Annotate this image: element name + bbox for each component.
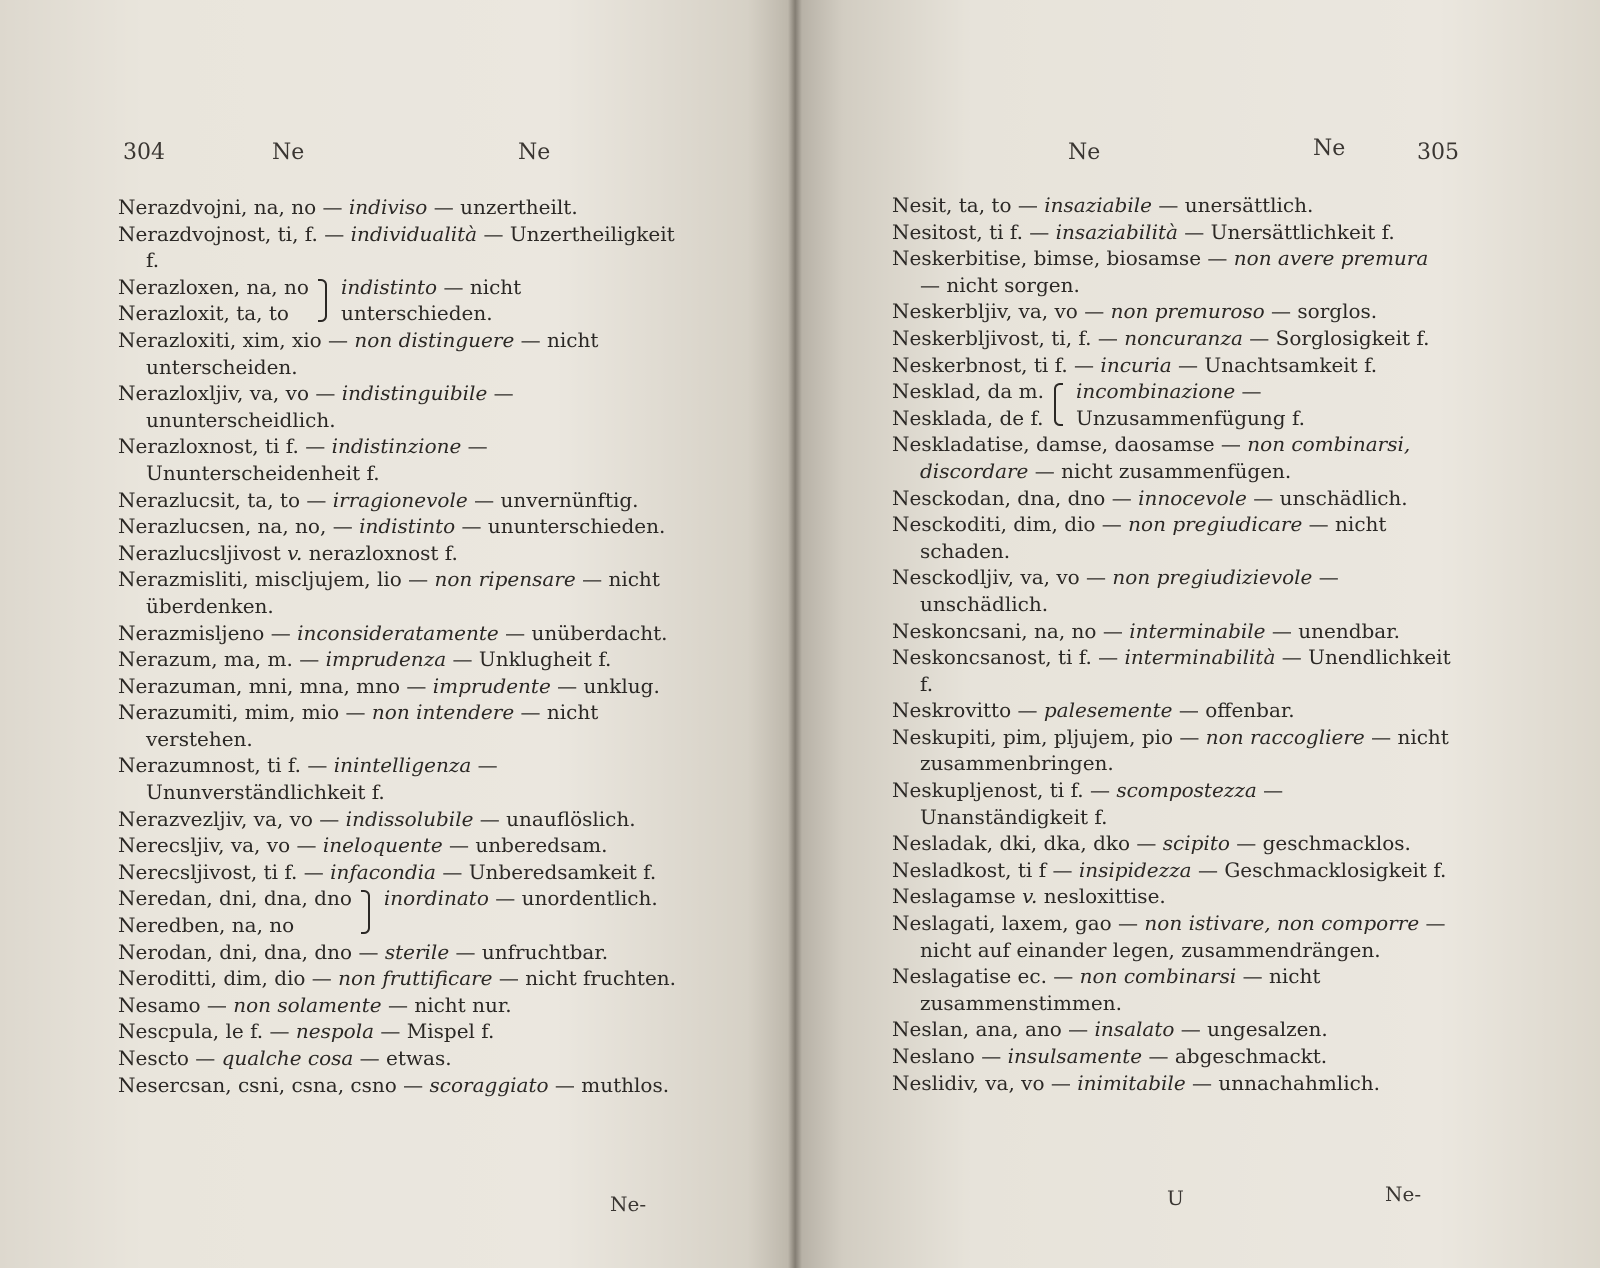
right-page: [795, 0, 1600, 1268]
dictionary-entry: Nerazum, ma, m. — imprudenza — Unklugheit f.: [118, 647, 612, 672]
dictionary-entry: Nescpula, le f. — nespola — Mispel f.: [118, 1019, 495, 1044]
running-head: Ne: [1313, 136, 1346, 161]
dictionary-entry: Neskladatise, damse, daosamse — non combinarsi, discordare — nicht zusammenfügen.: [892, 432, 1411, 483]
page-number: 304: [123, 140, 165, 165]
dictionary-entry: Nerazuman, mni, mna, mno — imprudente — unklug.: [118, 673, 660, 698]
dictionary-entry: Nesitost, ti f. — insaziabilità — Unersättlichkeit f.: [892, 219, 1395, 244]
dictionary-entry: Nerazloxljiv, va, vo — indistinguibile — ununterscheidlich.: [118, 381, 514, 432]
dictionary-entry: Neslidiv, va, vo — inimitabile — unnachahmlich.: [892, 1070, 1381, 1095]
dictionary-entry: Nerazvezljiv, va, vo — indissolubile — unauflöslich.: [118, 806, 636, 831]
dictionary-entry: Nerodan, dni, dna, dno — sterile — unfruchtbar.: [118, 939, 609, 964]
bracketed-entry-group: Nerazloxen, na, no Nerazloxit, ta, to indistinto — nicht unterschieden.: [118, 274, 522, 326]
catchword: Ne-: [610, 1192, 647, 1216]
dictionary-entry: Neskoncsanost, ti f. — interminabilità — Unendlichkeit f.: [892, 645, 1451, 696]
book-gutter: [788, 0, 802, 1268]
dictionary-column: [892, 192, 1452, 1096]
dictionary-entry: Neskerbnost, ti f. — incuria — Unachtsamkeit f.: [892, 352, 1378, 377]
dictionary-entry: Neskerbljivost, ti, f. — noncuranza — Sorglosigkeit f.: [892, 325, 1430, 350]
dictionary-entry: Nesladkost, ti f — insipidezza — Geschmacklosigkeit f.: [892, 857, 1447, 882]
running-head: Ne: [518, 140, 551, 165]
dictionary-entry: Nerecsljivost, ti f. — infacondia — Unberedsamkeit f.: [118, 859, 657, 884]
dictionary-entry: Neskupiti, pim, pljujem, pio — non raccogliere — nicht zusammenbringen.: [892, 724, 1449, 776]
dictionary-entry: Nerecsljiv, va, vo — ineloquente — unberedsam.: [118, 833, 608, 858]
running-head: Ne: [272, 140, 305, 165]
dictionary-entry: Neroditti, dim, dio — non fruttificare — nicht fruchten.: [118, 966, 677, 991]
page-number: 305: [1417, 140, 1459, 165]
dictionary-entry: Nerazumiti, mim, mio — non intendere — nicht verstehen.: [118, 700, 599, 751]
left-page: [0, 0, 795, 1268]
dictionary-entry: Neslano — insulsamente — abgeschmackt.: [892, 1044, 1328, 1068]
dictionary-entry: Neskoncsani, na, no — interminabile — unendbar.: [892, 618, 1400, 643]
dictionary-entry: Neskerbljiv, va, vo — non premuroso — sorglos.: [892, 299, 1378, 324]
dictionary-entry: Nesercsan, csni, csna, csno — scoraggiato — muthlos.: [118, 1072, 670, 1097]
dictionary-entry: Nerazlucsen, na, no, — indistinto — ununterschieden.: [118, 514, 666, 539]
dictionary-entry: Nescto — qualche cosa — etwas.: [118, 1046, 452, 1070]
dictionary-entry: Nesckodan, dna, dno — innocevole — unschädlich.: [892, 485, 1408, 510]
dictionary-entry: Nerazlucsit, ta, to — irragionevole — unvernünftig.: [118, 487, 639, 512]
dictionary-entry: Nesckodljiv, va, vo — non pregiudizievole — unschädlich.: [892, 565, 1339, 616]
signature-mark: U: [1167, 1186, 1184, 1210]
dictionary-entry: Nerazmisljeno — inconsideratamente — unüberdacht.: [118, 620, 668, 645]
dictionary-entry: Nerazlucsljivost v. nerazloxnost f.: [118, 540, 458, 565]
bracketed-entry-group: Neredan, dni, dna, dno Neredben, na, no inordinato — unordentlich.: [118, 886, 658, 938]
dictionary-entry: Neskerbitise, bimse, biosamse — non avere premura — nicht sorgen.: [892, 246, 1429, 297]
dictionary-entry: Nerazdvojni, na, no — indiviso — unzertheilt.: [118, 195, 578, 219]
dictionary-entry: Nerazdvojnost, ti, f. — individualità — Unzertheiligkeit f.: [118, 221, 675, 273]
dictionary-entry: Neslagati, laxem, gao — non istivare, non comporre — nicht auf einander legen, zusammendrängen.: [892, 911, 1446, 962]
dictionary-entry: Nesit, ta, to — insaziabile — unersättlich.: [892, 193, 1314, 217]
bracketed-entry-group: Nesklad, da m. Neskladа, de f. incombinazione — Unzusammenfügung f.: [892, 379, 1306, 430]
running-head: Ne: [1068, 140, 1101, 165]
dictionary-entry: Nerazloxnost, ti f. — indistinzione — Ununterscheidenheit f.: [118, 434, 488, 485]
dictionary-entry: Nerazumnost, ti f. — inintelligenza — Ununverständlichkeit f.: [118, 753, 498, 805]
dictionary-entry: Nesamo — non solamente — nicht nur.: [118, 992, 512, 1017]
dictionary-entry: Neslan, ana, ano — insalato — ungesalzen.: [892, 1017, 1328, 1042]
catchword: Ne-: [1385, 1182, 1422, 1206]
dictionary-entry: Neslagatise ec. — non combinarsi — nicht zusammenstimmen.: [892, 964, 1321, 1015]
dictionary-entry: Neslagamse v. nesloxittise.: [892, 884, 1166, 909]
dictionary-entry: Neskupljenost, ti f. — scompostezza — Unanständigkeit f.: [892, 778, 1284, 829]
dictionary-entry: Nesladak, dki, dka, dko — scipito — geschmacklos.: [892, 831, 1411, 856]
dictionary-column: [118, 194, 678, 1098]
dictionary-entry: Nesckoditi, dim, dio — non pregiudicare — nicht schaden.: [892, 512, 1387, 563]
dictionary-entry: Nerazloxiti, xim, xio — non distinguere — nicht unterscheiden.: [118, 327, 599, 379]
dictionary-entry: Neskrovitto — palesemente — offenbar.: [892, 698, 1295, 723]
dictionary-entry: Nerazmisliti, miscljujem, lio — non ripensare — nicht überdenken.: [118, 567, 660, 618]
